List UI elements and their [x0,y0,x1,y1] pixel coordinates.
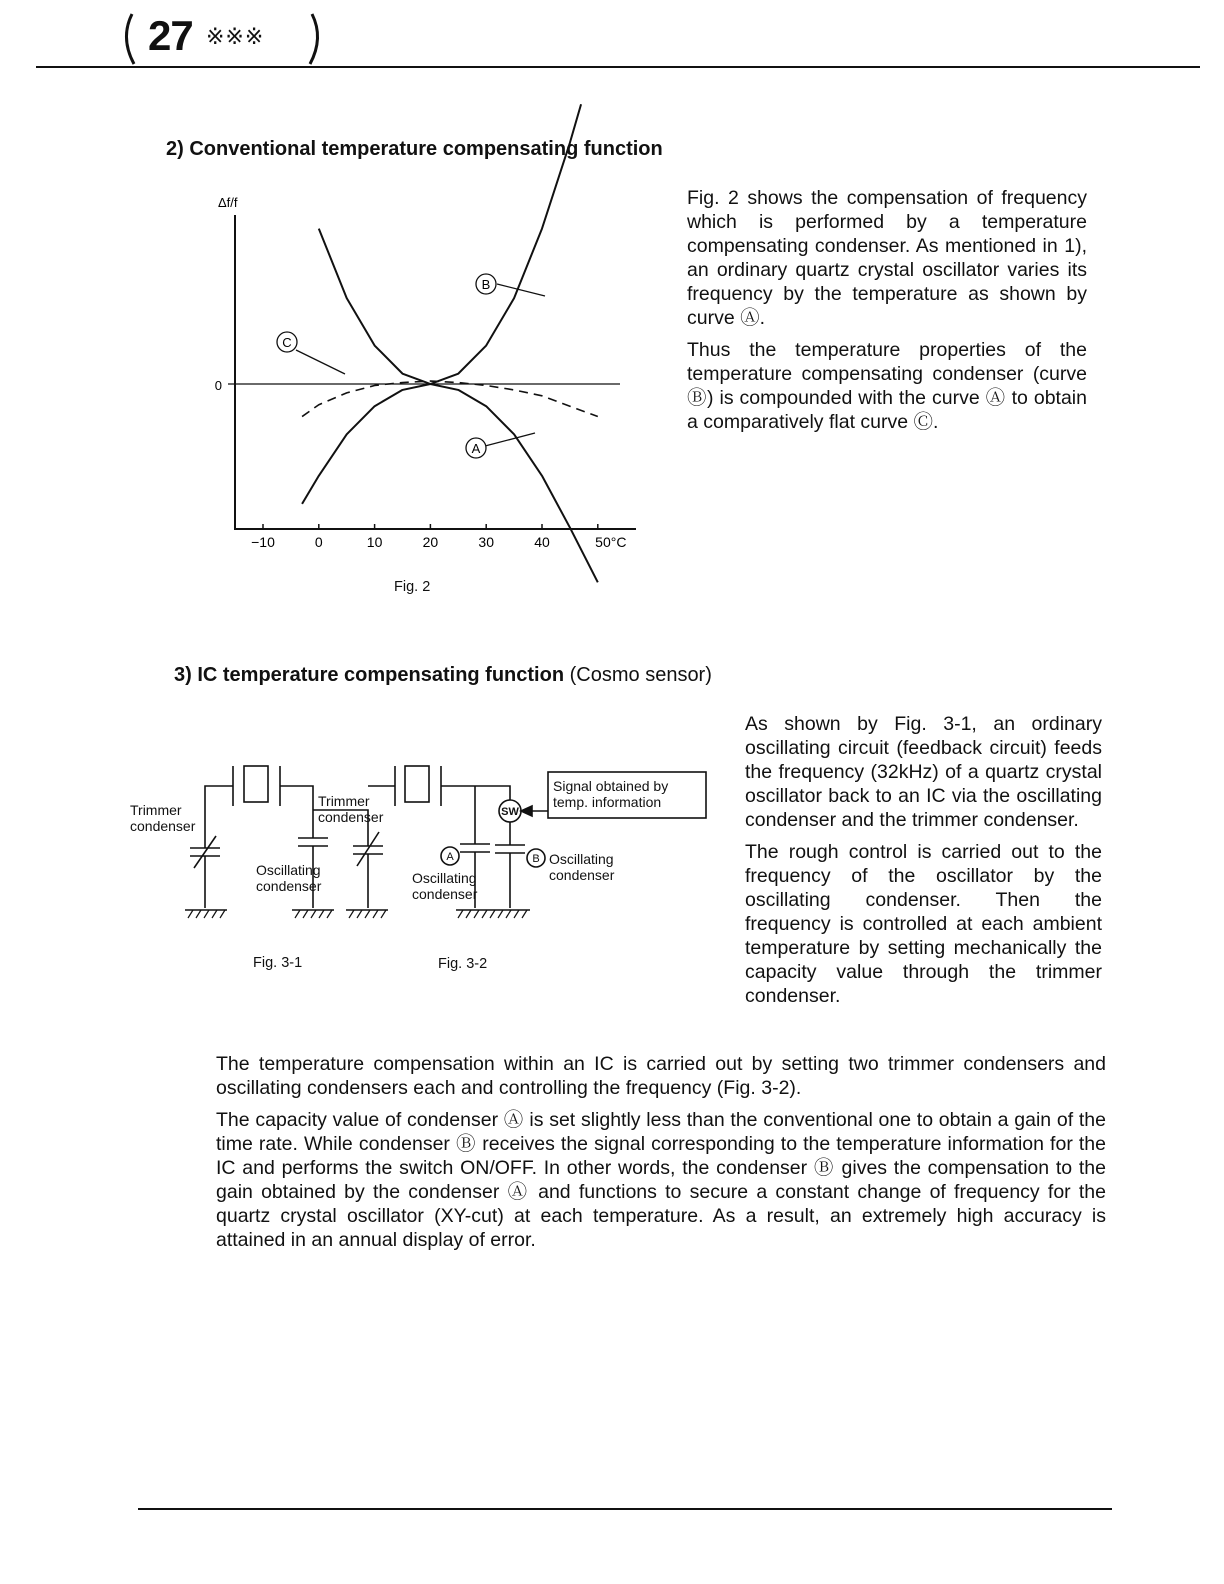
page-number-suffix: ※※※ [206,24,265,49]
footer-graphic [0,1500,1224,1584]
fig3-1-caption: Fig. 3-1 [253,955,303,971]
section-2-paragraph: Thus the temperature properties of the temperature compensating condenser (curve Ⓑ) is compounded with the curve Ⓐ to obtain a comparatively flat curve Ⓒ. [687,339,1087,433]
section-2-paragraph: Fig. 2 shows the compensation of frequency which is performed by a temperature compensating condenser. As mentioned in 1), an ordinary quartz crystal oscillator varies its frequency by the temperature as shown by curve Ⓐ. [687,187,1087,329]
section-3-side-text [745,712,1102,1008]
cap-a-label: A [446,851,454,863]
crystal-symbol [244,766,268,802]
x-tick-label: 50°C [595,534,627,550]
x-tick-label: 40 [534,534,550,550]
chart-y-tick-label: 0 [214,378,222,393]
section-3-body-paragraph: The temperature compensation within an IC is carried out by setting two trimmer condensers and oscillating condensers each and controlling the frequency (Fig. 3-2). [216,1053,1106,1099]
section-3-body-text [216,1052,1106,1252]
circuit-diagrams [0,0,740,990]
section-3-side-paragraph: The rough control is carried out to the frequency of the oscillator by the oscillating condenser. Then the frequency is controlled at each ambient temperature by setting mechanically the capacity value through the trimmer condenser. [745,841,1102,1007]
section-3-body-paragraph: The capacity value of condenser Ⓐ is set slightly less than the conventional one to obtain a gain of the time rate. While condenser Ⓑ receives the signal corresponding to the temperature information for the IC and performs the switch ON/OFF. In other words, the condenser Ⓑ gives the compensation to the gain obtained by the condenser Ⓐ and functions to secure a constant change of frequency for the quartz crystal oscillator (XY-cut) at each temperature. As a result, an extremely high accuracy is attained in an annual display of error. [216,1109,1106,1251]
fig2-caption: Fig. 2 [394,579,431,595]
fig3-2-caption: Fig. 3-2 [438,956,488,972]
crystal-symbol [405,766,429,802]
x-tick-label: 0 [314,534,323,550]
x-tick-label: 30 [478,534,494,550]
label-trimmer-mid: Trimmer condenser [318,793,384,825]
x-tick-label: 20 [422,534,439,550]
section-2-text [687,186,1087,434]
label-trimmer-left: Trimmer condenser [130,802,196,834]
x-tick-label: 10 [366,534,383,550]
page-number: 27 [148,12,193,59]
section-3-title-plain: (Cosmo sensor) [569,664,712,686]
chart-y-axis-label: Δf/f [218,195,238,210]
label-oscillating-left: Oscillating condenser [256,862,322,894]
series-b-label: B [481,277,491,292]
label-signal-box: Signal obtained by temp. information [553,778,669,810]
section-3-side-paragraph: As shown by Fig. 3-1, an ordinary oscillating circuit (feedback circuit) feeds the frequency (32kHz) of a quartz crystal oscillator back to an IC via the oscillating condenser and the trimmer condenser. [745,713,1102,831]
switch-label: SW [501,806,519,818]
cap-b-label: B [532,853,540,865]
series-c-label: C [282,335,292,350]
section-3-title-bold: 3) IC temperature compensating function [174,664,565,686]
signal-arrow [521,806,532,816]
label-oscillating-mid: Oscillating condenser [412,870,478,902]
section-2-title: 2) Conventional temperature compensating function [166,138,663,160]
x-tick-label: −10 [251,534,275,550]
series-a-label: A [471,441,481,456]
fig3-1-circuit [185,766,388,918]
wire [280,786,313,838]
label-oscillating-right: Oscillating condenser [549,851,615,883]
